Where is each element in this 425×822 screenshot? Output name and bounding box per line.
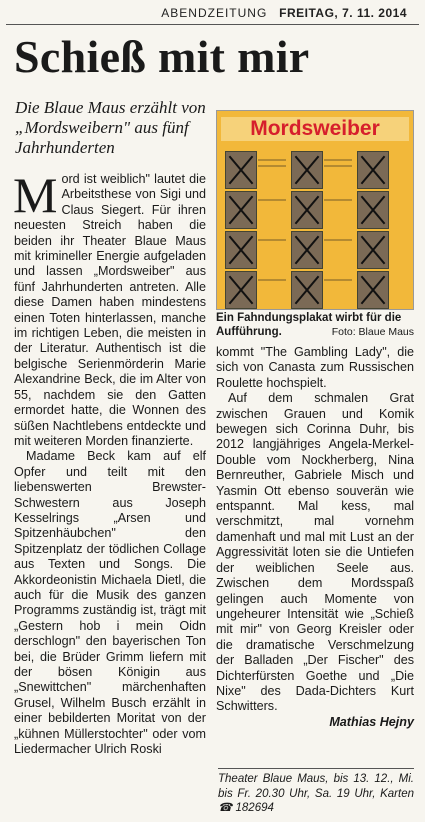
caption-text: Ein Fahndungsplakat wirbt für die Aufführung. — [216, 312, 402, 338]
event-info: Theater Blaue Maus, bis 13. 12., Mi. bis Fr. 20.30 Uhr, Sa. 19 Uhr, Karten ☎ 182694 — [218, 773, 414, 814]
portrait-crossed — [357, 151, 389, 189]
headline: Schieß mit mir — [14, 31, 310, 82]
portrait-crossed — [225, 151, 257, 189]
paragraph-1 — [13, 167, 206, 449]
paragraph-4: Auf dem schmalen Grat zwischen Grauen und Komik bewegen sich Corinna Duhr, bis 2012 langjähriges Angela-Merkel-Double vom Nockherberg, Nina Bernreuther, Gabriele Misch und Yasmin Ott ebenso souverän wie entspannt. Mal kess, mal verschmitzt, mal vornehm damenhaft und mal mit Lust an der Aggressivität loten sie die Untiefen der weiblichen Seele aus. Zwischen dem Mordsspaß gelingen auch Momente von ungeheurer Intensität wie „Schieß mit mir" von Georg Kreisler oder die dramatische Verschmelzung der Balladen „Der Fischer" des Dichterfürsten Goethe und „Die Nixe" des Dada-Dichters Kurt Schwitters. — [216, 391, 414, 714]
photo-credit: Foto: Blaue Maus — [331, 326, 414, 338]
image-caption — [216, 311, 414, 339]
portrait-crossed — [357, 231, 389, 269]
paragraph-1-text: ord ist weiblich" lautet die Arbeitsthese von Sigi und Claus Siegert. Für ihren neuesten Streich haben die beiden ihr Theater Blaue Maus mit krimineller Energie aufgeladen und lassen „Mordsweiber" aus fünf Jahrhunderten antreten. Alle diese Damen haben mindestens einen Toten hinterlassen, manche im richtigen Leben, die meisten in der Literatur. Authentisch ist die belgische Serienmörderin Marie Alexandrine Beck, die im Alter von 55, nachdem sie den Gatten ermordet hatte, die Wonnen des süßen Nachtlebens entdeckte und mit weiteren Morden finanzierte. — [14, 172, 206, 448]
portrait-crossed — [291, 191, 323, 229]
portrait-crossed — [291, 271, 323, 309]
masthead — [0, 6, 425, 24]
author-byline: Mathias Hejny — [329, 714, 414, 729]
subheadline: Die Blaue Maus erzählt von „Mordsweibern" aus fünf Jahrhunderten — [15, 98, 206, 157]
wanted-poster-image — [216, 110, 414, 310]
portrait-crossed — [225, 271, 257, 309]
paragraph-3: kommt "The Gambling Lady", die sich von Canasta zum Russischen Roulette hochspielt. — [216, 345, 414, 390]
info-rule — [218, 768, 414, 769]
portrait-crossed — [291, 231, 323, 269]
newspaper-name: ABENDZEITUNG — [161, 6, 268, 20]
portrait-crossed — [225, 191, 257, 229]
portrait-crossed — [225, 231, 257, 269]
article-column-1 — [13, 167, 206, 757]
issue-date: FREITAG, 7. 11. 2014 — [279, 6, 407, 20]
poster-title: Mordsweiber — [221, 117, 409, 141]
paragraph-2: Madame Beck kam auf elf Opfer und teilt mit den liebenswerten Brewster-Schwestern aus Joseph Kesselrings „Arsen und Spitzenhäubchen" den Spitzenplatz der tödlichen Collage aus Texten und Songs. Die Akkordeonistin Michaela Dietl, die auch für die Musik des ganzen Programms zuständig ist, trägt mit „Gestern hob i mein Oidn derschlogn" den bayerischen Ton bei, die Brüder Grimm liefern mit der bösen Königin aus „Snewittchen" märchenhaften Grusel, Wilhelm Busch erzählt in einer bebilderten Moritat von der „kühnen Müllerstochter" oder vom Liedermacher Ulrich Roski — [14, 449, 206, 757]
portrait-crossed — [357, 271, 389, 309]
dropcap: M — [13, 167, 58, 223]
article-column-2 — [216, 345, 414, 730]
portrait-crossed — [291, 151, 323, 189]
masthead-rule — [6, 24, 419, 25]
portrait-crossed — [357, 191, 389, 229]
